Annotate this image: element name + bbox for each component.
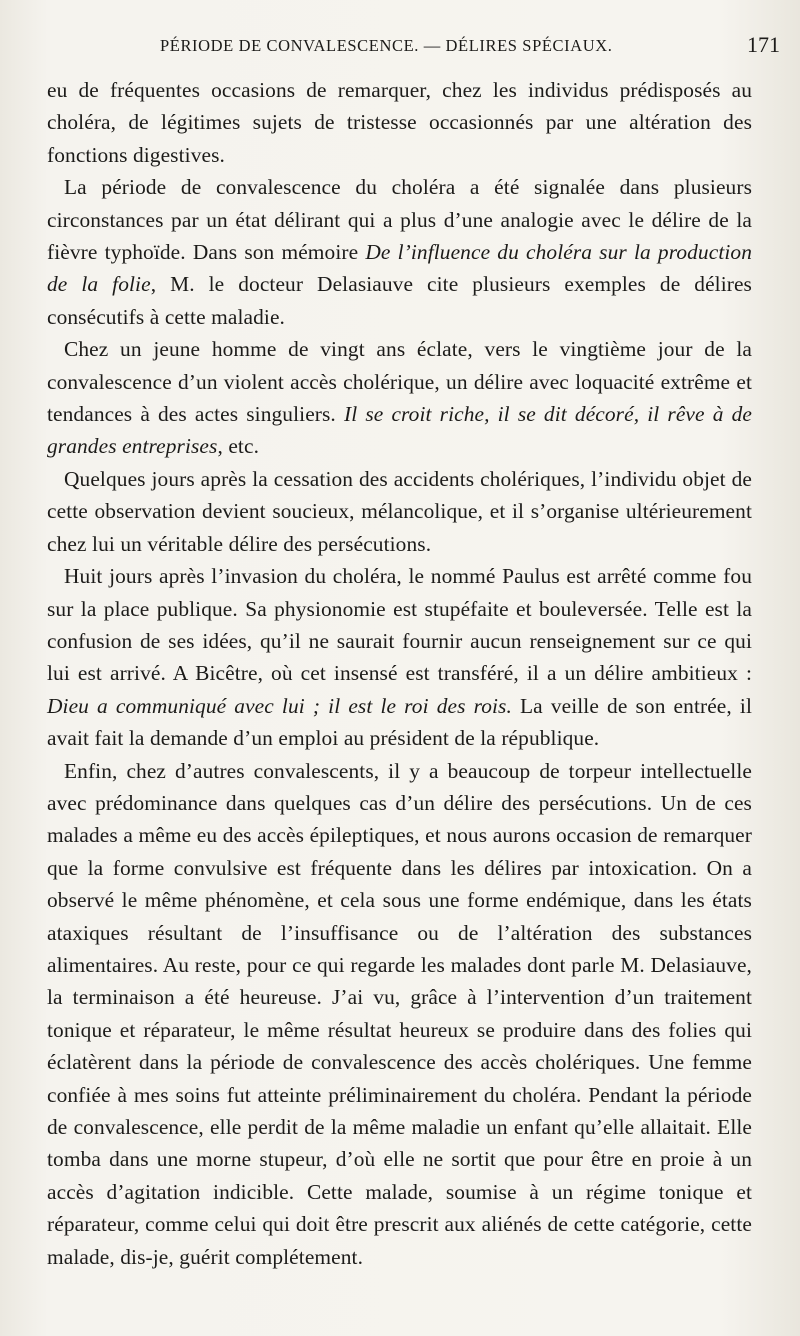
memoir-title-italic: De l’influence du choléra sur la production de la folie	[47, 240, 752, 297]
paragraph-4: Quelques jours après la cessation des accidents cholériques, l’individu objet de cette observation devient soucieux, mélancolique, et il s’organise ultérieurement chez lui un véritable délire des persécutions.	[47, 466, 752, 556]
paragraph-1: eu de fréquentes occasions de remarquer, chez les individus prédisposés au choléra, de légitimes sujets de tristesse occasionnés par une altération des fonctions digestives.	[47, 78, 752, 167]
paragraph-6: Enfin, chez d’autres convalescents, il y a beaucoup de torpeur intellectuelle avec prédominance dans quelques cas d’un délire des persécutions. Un de ces malades a même eu des accès épileptiques, et nous aurons occasion de remarquer que la forme convulsive est fréquente dans les délires par intoxication. On a observé le même phénomène, et cela sous une forme endémique, dans les états ataxiques résultant de l’insuffisance ou de l’altération des substances alimentaires. Au reste, pour ce qui regarde les malades dont parle M. Delasiauve, la terminaison a été heureuse. J’ai vu, grâce à l’intervention d’un traitement tonique et réparateur, le même résultat heureux se produire dans des folies qui éclatèrent dans la période de convalescence des accès cholériques. Une femme confiée à mes soins fut atteinte préliminairement du choléra. Pendant la période de convalescence, elle perdit de la même maladie un enfant qu’elle allaitait. Elle tomba dans une morne stupeur, d’où elle ne sortit que pour être en proie à un accès d’agitation indicible. Cette malade, soumise à un régime tonique et réparateur, comme celui qui doit être prescrit aux aliénés de cette catégorie, cette malade, dis-je, guérit complétement.	[47, 758, 752, 1269]
body-text	[47, 74, 752, 1273]
paragraph-5	[47, 560, 752, 754]
page-number: 171	[747, 32, 780, 57]
paragraph-3-italic: Il se croit riche, il se dit décoré, il rêve à de grandes entreprises	[47, 402, 752, 459]
paragraph-2-text-a: La période de convalescence du choléra a été signalée dans plusieurs circonstances par un état délirant qui a plus d’une analogie avec le délire de la fièvre typhoïde. Dans son mémoire	[47, 175, 752, 265]
paragraph-3	[47, 333, 752, 463]
running-head-title: PÉRIODE DE CONVALESCENCE. — DÉLIRES SPÉCIAUX.	[160, 36, 613, 55]
paragraph-3-text-a: Chez un jeune homme de vingt ans éclate, vers le vingtième jour de la convalescence d’un violent accès cholérique, un délire avec loquacité extrême et tendances à des actes singuliers.	[47, 337, 752, 427]
paragraph-5-italic: Dieu a communiqué avec lui ; il est le roi des rois.	[47, 693, 512, 718]
paragraph-3-text-b: , etc.	[217, 434, 260, 459]
paragraph-2	[47, 171, 752, 333]
paragraph-5-text-b: La veille de son entrée, il avait fait la demande d’un emploi au président de la république.	[47, 693, 753, 751]
paragraph-5-text-a: Huit jours après l’invasion du choléra, le nommé Paulus est arrêté comme fou sur la place publique. Sa physionomie est stupéfaite et bouleversée. Telle est la confusion de ses idées, qu’il ne saurait fournir aucun renseignement sur ce qui lui est arrivé. A Bicêtre, où cet insensé est transféré, il a un délire ambitieux :	[47, 564, 752, 686]
paragraph-2-text-b: , M. le docteur Delasiauve cite plusieurs exemples de délires consécutifs à cette maladie.	[47, 272, 752, 329]
running-header	[160, 30, 780, 74]
